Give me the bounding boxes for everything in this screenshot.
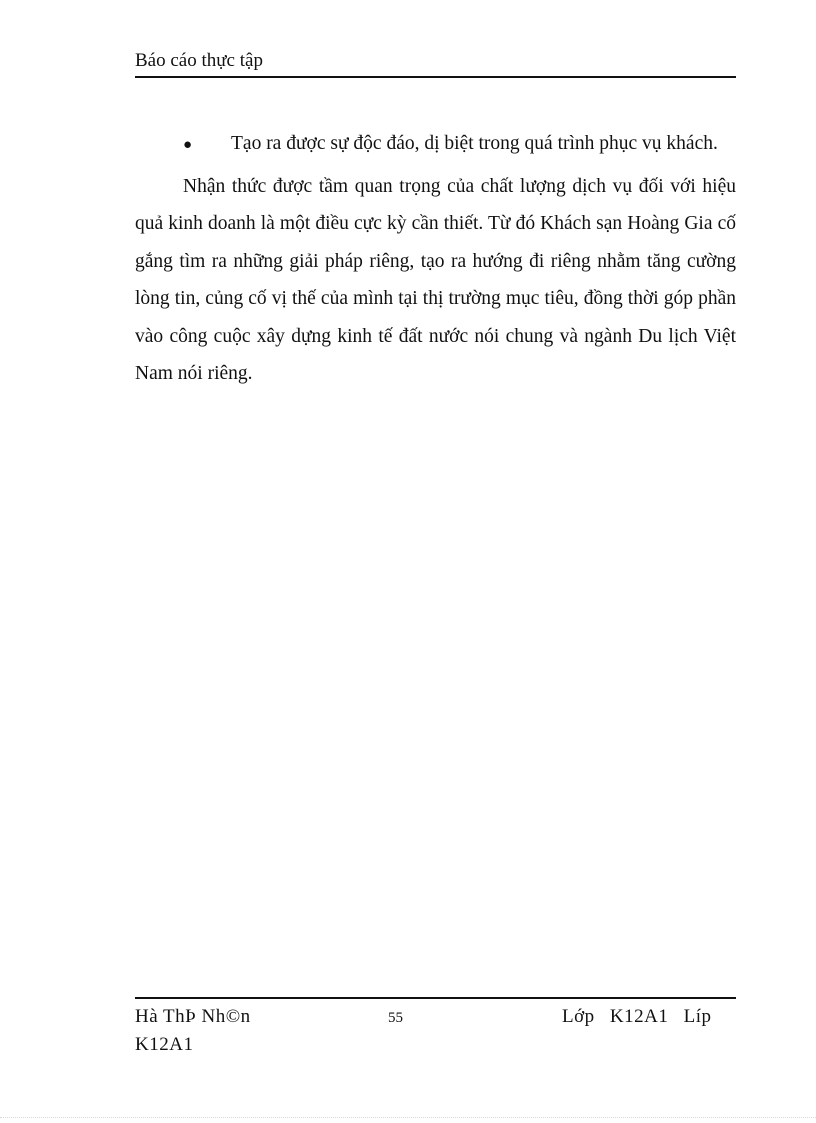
- footer-divider: [135, 997, 736, 999]
- bullet-list-item: [135, 125, 736, 165]
- footer-author: [135, 1003, 251, 1059]
- page-header-title: Báo cáo thực tập: [135, 50, 263, 71]
- document-body: [135, 125, 736, 393]
- header-divider: [135, 76, 736, 78]
- footer-class-label: Lớp K12A1 Líp: [562, 1006, 712, 1027]
- footer-author-name: Hà ThÞ Nh©n: [135, 1006, 251, 1027]
- footer-author-class: K12A1: [135, 1034, 194, 1055]
- body-paragraph: Nhận thức được tầm quan trọng của chất lượng dịch vụ đối với hiệu quả kinh doanh là một điều cực kỳ cần thiết. Từ đó Khách sạn Hoàng Gia cố gắng tìm ra những giải pháp riêng, tạo ra hướng đi riêng nhằm tăng cường lòng tin, củng cố vị thế của mình tại thị trường mục tiêu, đồng thời góp phần vào công cuộc xây dựng kinh tế đất nước nói chung và ngành Du lịch Việt Nam nói riêng.: [135, 175, 736, 384]
- page-number: 55: [388, 1010, 403, 1026]
- bullet-text: Tạo ra được sự độc đáo, dị biệt trong quá trình phục vụ khách.: [231, 133, 718, 154]
- bullet-icon: ●: [183, 137, 193, 153]
- page-bottom-edge: [0, 1117, 816, 1118]
